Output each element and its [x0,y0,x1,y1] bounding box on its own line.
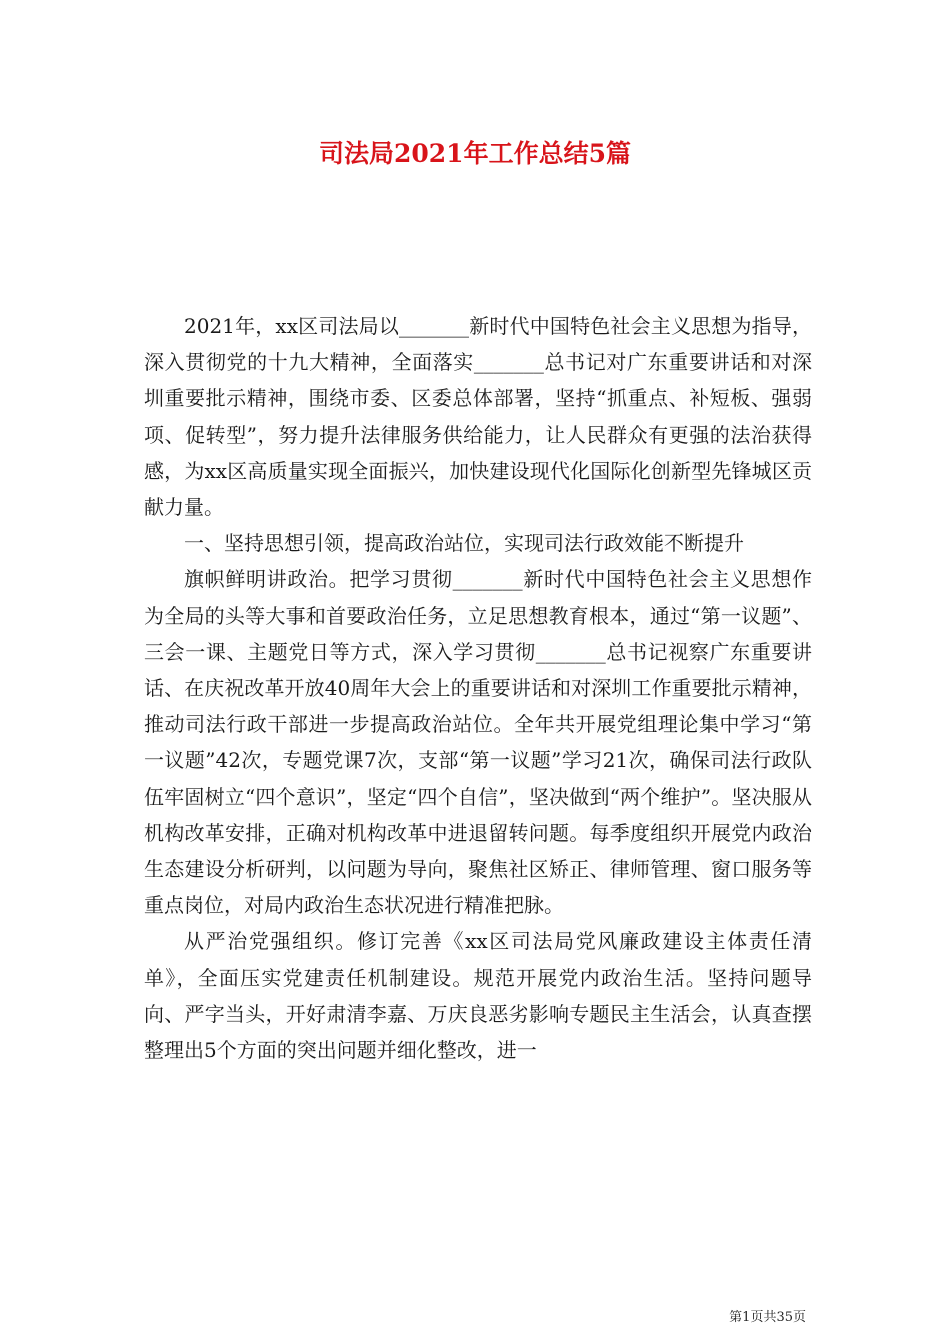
section-heading-1: 一、坚持思想引领，提高政治站位，实现司法行政效能不断提升 [184,531,744,556]
paragraph-party-organization: 从严治党强组织。修订完善《xx区司法局党风廉政建设主体责任清单》，全面压实党建责任机制建设。规范开展党内政治生活。坚持问题导向、严字当头，开好肃清李嘉、万庆良恶劣影响专题民主生活会，认真查摆整理出5个方面的突出问题并细化整改，进一 [144,929,812,1063]
paragraph-politics: 旗帜鲜明讲政治。把学习贯彻_______新时代中国特色社会主义思想作为全局的头等大事和首要政治任务，立足思想教育根本，通过“第一议题”、三会一课、主题党日等方式，深入学习贯彻_______总书记视察广东重要讲话、在庆祝改革开放40周年大会上的重要讲话和对深圳工作重要批示精神，推动司法行政干部进一步提高政治站位。全年共开展党组理论集中学习“第一议题”42次，专题党课7次，支部“第一议题”学习21次，确保司法行政队伍牢固树立“四个意识”，坚定“四个自信”，坚决做到“两个维护”。坚决服从机构改革安排，正确对机构改革中进退留转问题。每季度组织开展党内政治生态建设分析研判，以问题为导向，聚焦社区矫正、律师管理、窗口服务等重点岗位，对局内政治生态状况进行精准把脉。 [144,567,812,918]
page-number: 第1页共35页 [729,1310,806,1325]
document-title: 司法局2021年工作总结5篇 [319,139,631,168]
paragraph-intro: 2021年，xx区司法局以_______新时代中国特色社会主义思想为指导，深入贯彻党的十九大精神，全面落实_______总书记对广东重要讲话和对深圳重要批示精神，围绕市委、区委总体部署，坚持“抓重点、补短板、强弱项、促转型”，努力提升法律服务供给能力，让人民群众有更强的法治获得感，为xx区高质量实现全面振兴，加快建设现代化国际化创新型先锋城区贡献力量。 [144,314,812,520]
document-body [144,308,812,1068]
